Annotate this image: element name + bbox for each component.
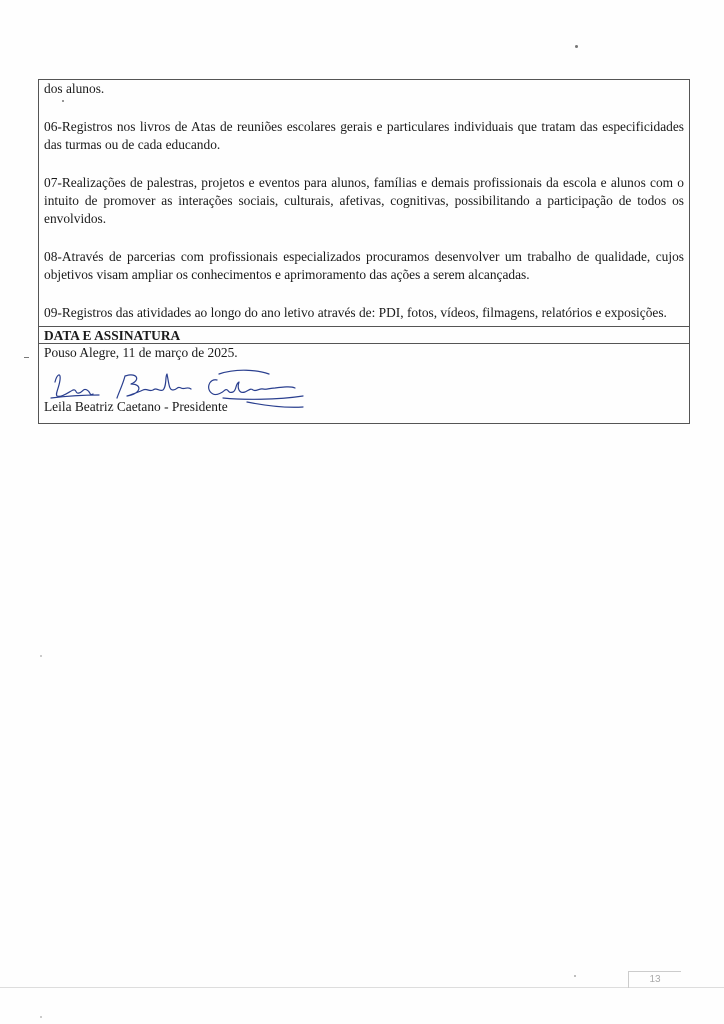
place-date: Pouso Alegre, 11 de março de 2025. (44, 345, 238, 360)
page-number: 13 (628, 971, 681, 988)
scan-speck (574, 975, 576, 977)
paragraph-continuation: dos alunos. (44, 81, 105, 96)
scan-speck (40, 1016, 42, 1018)
document-table (38, 79, 690, 424)
signature-cell (39, 344, 689, 423)
paragraph-06: 06-Registros nos livros de Atas de reuniões escolares gerais e particulares individuais que tratam das especificidades das turmas ou de cada educando. (44, 119, 684, 152)
footer-rule (0, 987, 724, 988)
scan-speck (40, 655, 42, 657)
scan-speck (24, 357, 29, 358)
paragraph-09: 09-Registros das atividades ao longo do ano letivo através de: PDI, fotos, vídeos, filmagens, relatórios e exposições. (44, 305, 667, 320)
paragraph-07: 07-Realizações de palestras, projetos e eventos para alunos, famílias e demais profissionais da escola e alunos com o intuito de promover as interações sociais, culturais, afetivas, cognitivas, possibilitando a participação de todos os envolvidos. (44, 175, 684, 226)
signature-section-header: DATA E ASSINATURA (39, 326, 689, 344)
content-cell (39, 80, 689, 326)
scan-speck (575, 45, 578, 48)
scan-speck (62, 100, 64, 102)
signer-name: Leila Beatriz Caetano - Presidente (44, 399, 228, 414)
paragraph-08: 08-Através de parcerias com profissionais especializados procuramos desenvolver um trabalho de qualidade, cujos objetivos visam ampliar os conhecimentos e aprimoramento das ações a serem alcançadas. (44, 249, 684, 282)
